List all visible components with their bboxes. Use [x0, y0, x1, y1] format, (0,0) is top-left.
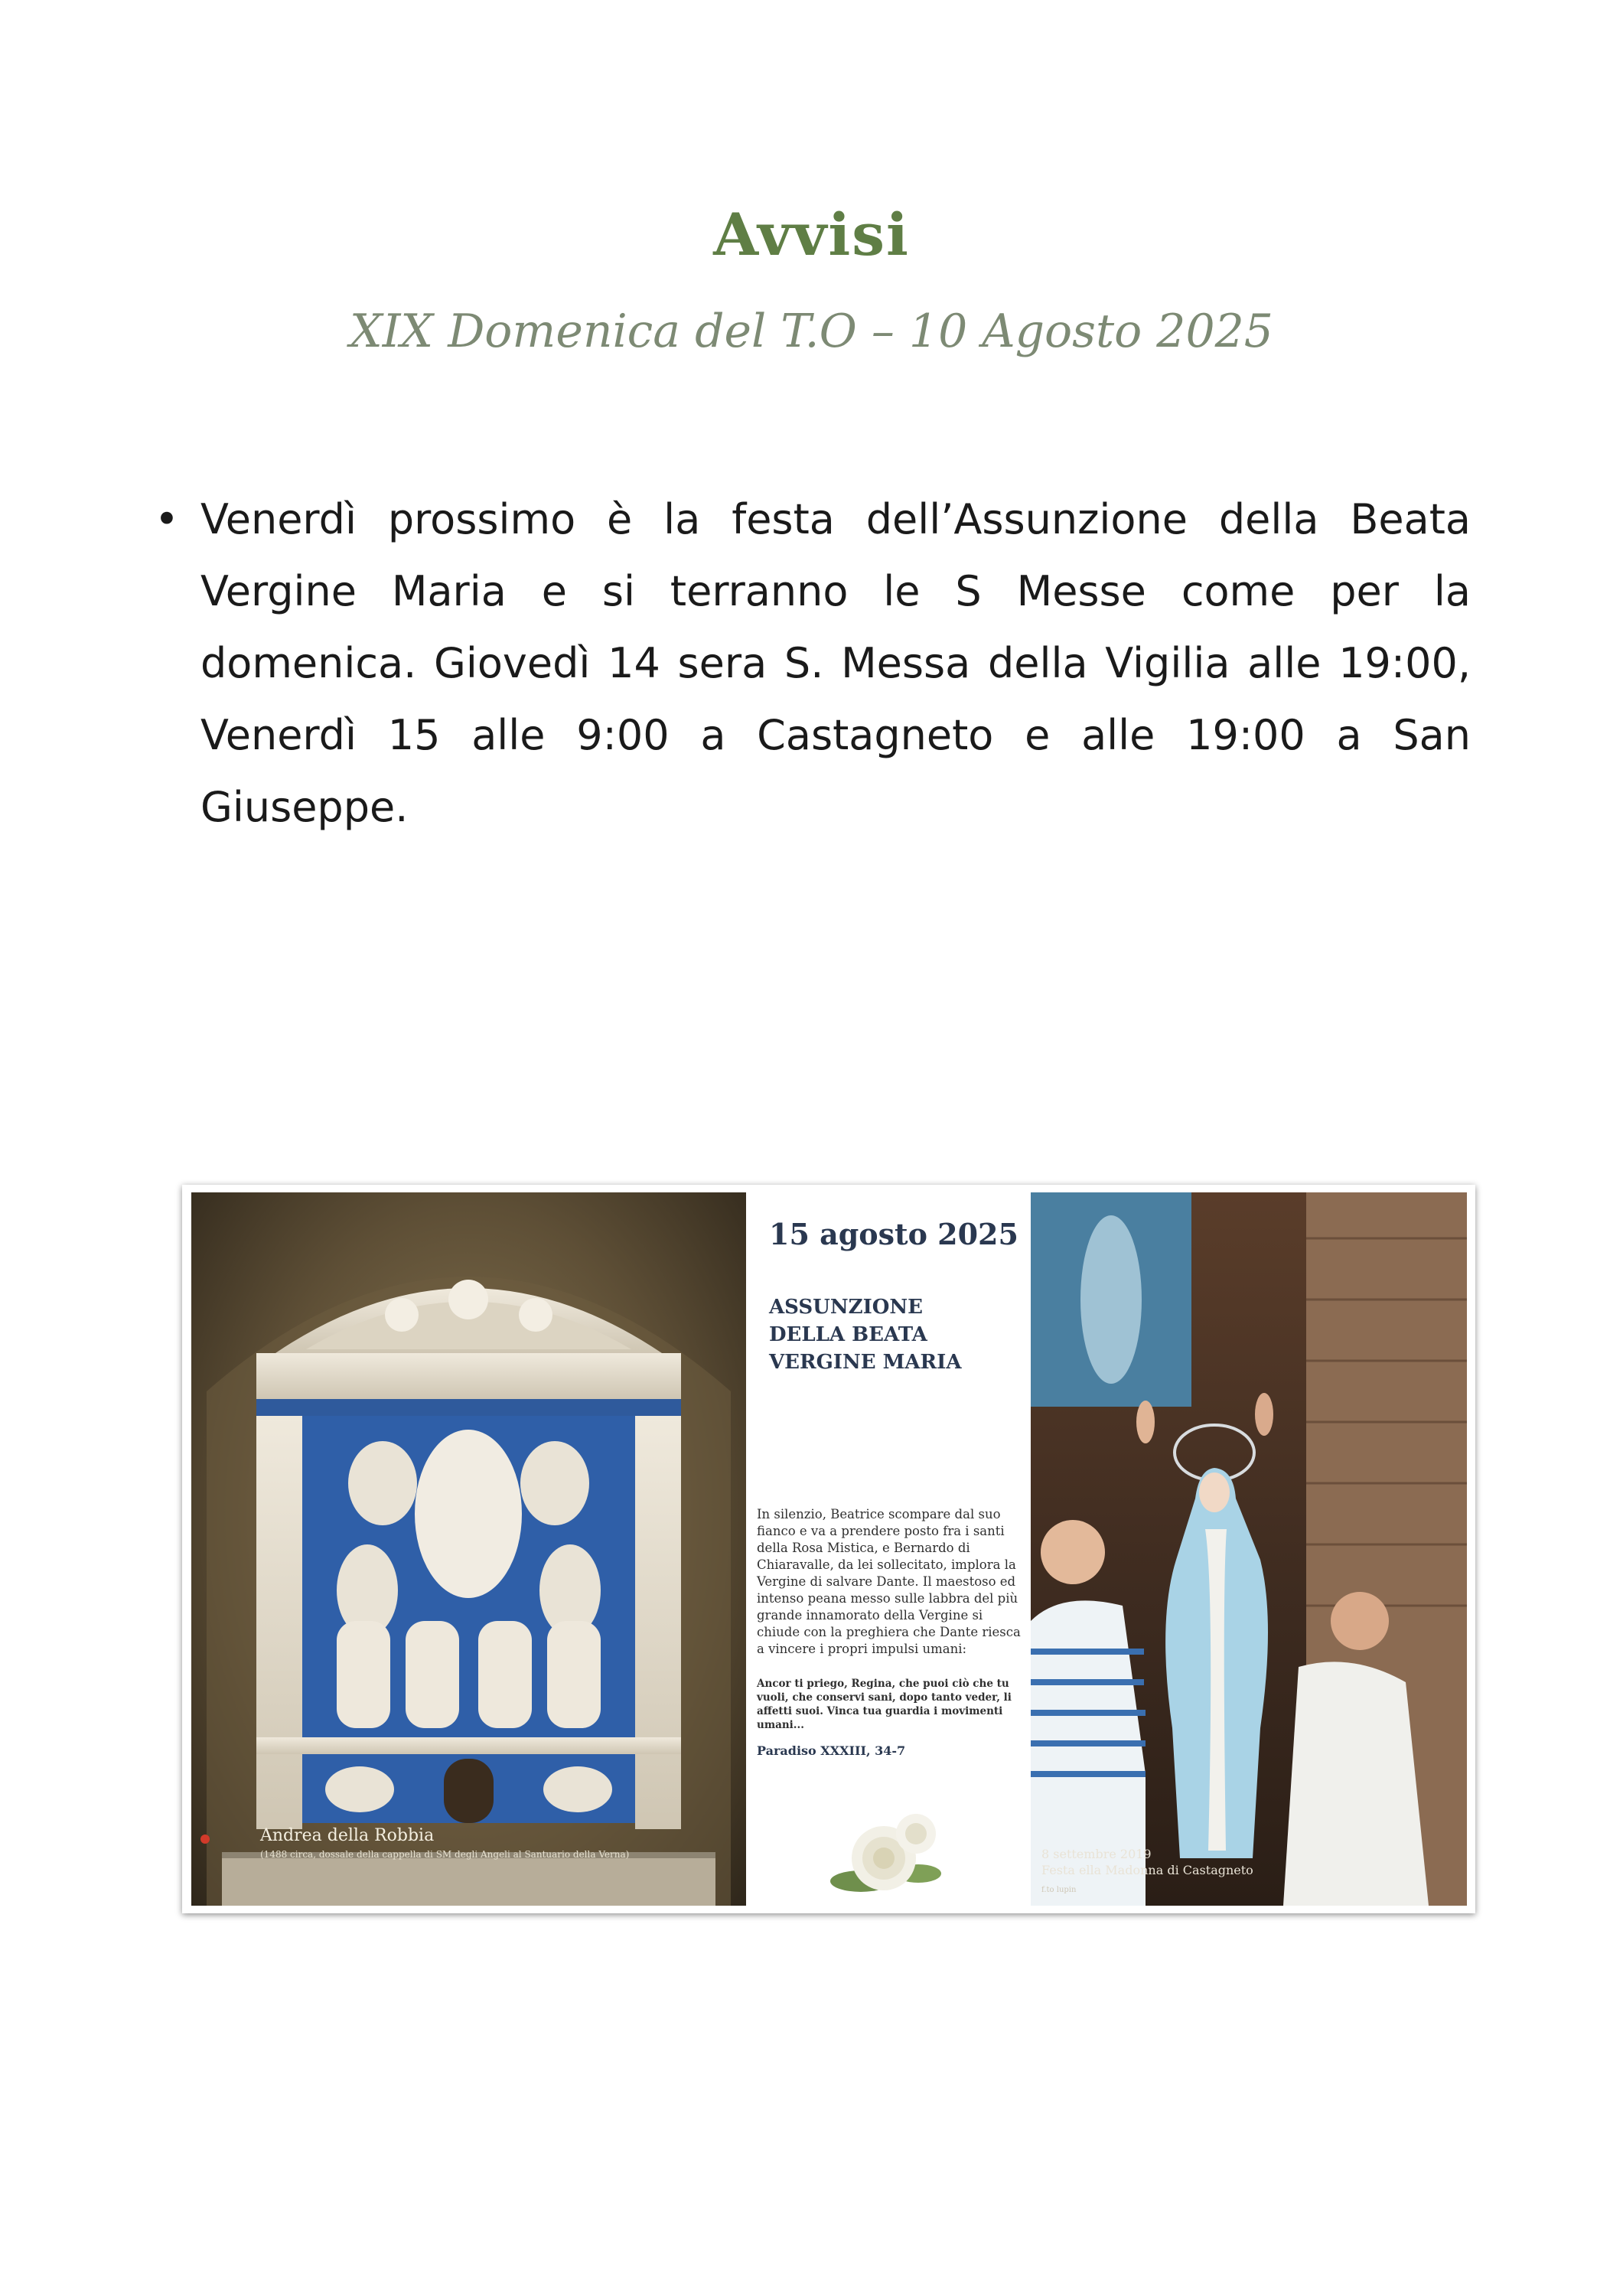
bullet-icon: •: [155, 495, 179, 543]
feast-banner-image: [182, 1185, 1475, 1913]
quote-citation: Paradiso XXXIII, 34-7: [757, 1743, 906, 1758]
altarpiece-caption-detail: (1488 circa, dossale della cappella di SM degli Angeli al Santuario della Verna): [260, 1849, 630, 1860]
altarpiece-caption: Andrea della Robbia: [260, 1826, 435, 1845]
photo-caption-date: 8 settembre 2019: [1041, 1847, 1152, 1861]
dante-quote: Ancor ti priego, Regina, che puoi ciò che tu vuoli, che conservi sani, dopo tanto veder, li affetti suoi. Vinca tua guardia i movimenti umani...: [757, 1678, 1012, 1731]
notice-text: Venerdì prossimo è la festa dell’Assunzione della Beata Vergine Maria e si terranno le S Messe come per la domenica. Giovedì 14 sera S. Messa della Vigilia alle 19:00, Venerdì 15 alle 9:00 a Castagneto e alle 19:00 a San Giuseppe.: [200, 495, 1471, 831]
feast-text-panel: [746, 1192, 1031, 1906]
photo-caption-event: Festa ella Madonna di Castagneto: [1041, 1863, 1253, 1877]
notice-item: [155, 484, 1471, 843]
madonna-statue-illustration: [1031, 1192, 1467, 1906]
photo-credit: f.to lupin: [1041, 1886, 1077, 1894]
feast-name-line: DELLA BEATA: [769, 1323, 927, 1346]
feast-date: 15 agosto 2025: [769, 1217, 1018, 1251]
altarpiece-photo: [191, 1192, 746, 1906]
altarpiece-illustration: [191, 1192, 746, 1906]
feast-name-line: ASSUNZIONE: [769, 1296, 923, 1319]
page-subtitle: XIX Domenica del T.O – 10 Agosto 2025: [350, 305, 1273, 358]
feast-name: [769, 1293, 962, 1376]
madonna-statue-photo: [1031, 1192, 1467, 1906]
feast-description: In silenzio, Beatrice scompare dal suo fianco e va a prendere posto fra i santi della Rosa Mistica, e Bernardo di Chiaravalle, da lei sollecitato, implora la Vergine di salvare Dante. Il maestoso ed intenso peana messo sulle labbra del più grande innamorato della Vergine si chiude con la preghiera che Dante riesca a vincere i propri impulsi umani:: [757, 1507, 1021, 1656]
page-title: Avvisi: [713, 201, 910, 269]
white-rose-icon: [830, 1797, 945, 1904]
feast-name-line: VERGINE MARIA: [769, 1351, 962, 1374]
